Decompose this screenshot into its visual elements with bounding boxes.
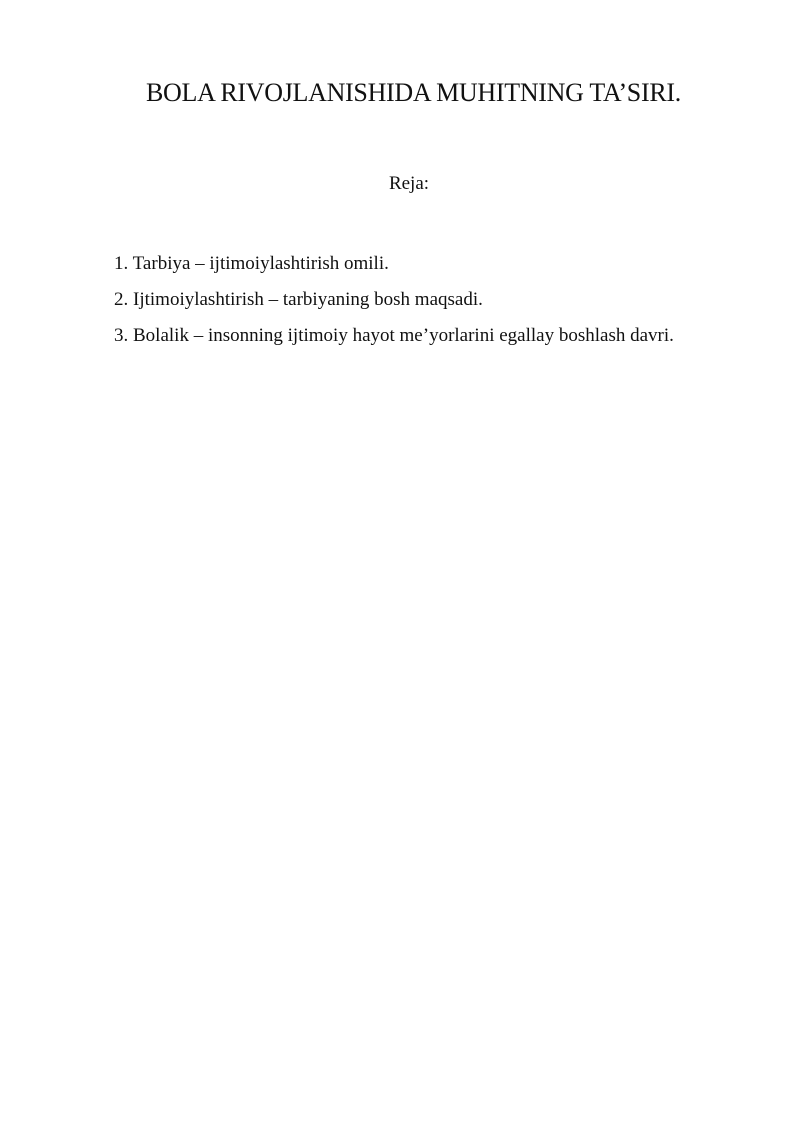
- plan-heading: Reja:: [388, 173, 430, 194]
- plan-item-3: 3. Bolalik – insonning ijtimoiy hayot me’yorlarini egallay boshlash davri.: [114, 325, 674, 346]
- plan-list: [114, 246, 714, 354]
- plan-item-2: 2. Ijtimoiylashtirish – tarbiyaning bosh maqsadi.: [114, 289, 483, 310]
- document-title: BOLA RIVOJLANISHIDA MUHITNING TA’SIRI.: [146, 78, 681, 107]
- plan-item-1: 1. Tarbiya – ijtimoiylashtirish omili.: [114, 253, 389, 274]
